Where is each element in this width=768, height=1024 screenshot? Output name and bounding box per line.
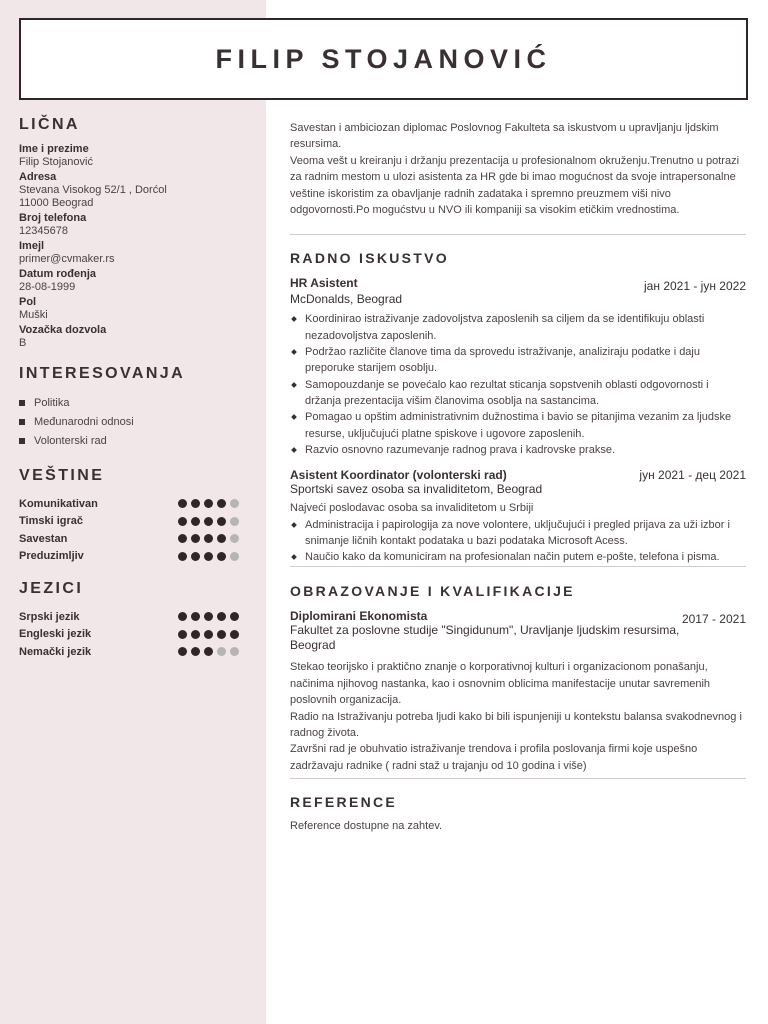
job-date: јан 2021 - јун 2022 (644, 279, 746, 294)
personal-section-title: LIČNA (19, 116, 80, 133)
field-value: 28-08-1999 (19, 281, 76, 293)
rating-dot-filled-icon (204, 612, 213, 621)
rating-dot-filled-icon (191, 647, 200, 656)
rating-dot-filled-icon (217, 552, 226, 561)
field-label: Adresa (19, 171, 57, 183)
job-header (290, 276, 746, 293)
skill-row (19, 548, 244, 566)
languages-list (19, 608, 244, 661)
job-title: HR Asistent (290, 276, 358, 291)
skill-name: Savestan (19, 532, 68, 545)
job-company: Sportski savez osoba sa invaliditetom, Beograd (290, 482, 543, 497)
language-row (19, 626, 244, 644)
rating-dot-filled-icon (191, 534, 200, 543)
skill-rating (178, 552, 239, 561)
rating-dot-filled-icon (204, 552, 213, 561)
square-bullet-icon (19, 438, 25, 444)
skill-name: Komunikativan (19, 497, 98, 510)
field-value: Muški (19, 309, 48, 321)
left-column (19, 116, 244, 661)
right-column (290, 120, 746, 835)
skill-name: Preduzimljiv (19, 550, 84, 563)
job-entry (290, 276, 746, 458)
list-item: Naučio kako da komuniciram na profesionalan način putem e-pošte, telefona i pisma. (290, 549, 746, 565)
personal-field (19, 212, 244, 238)
field-label: Pol (19, 296, 37, 308)
rating-dot-filled-icon (204, 534, 213, 543)
rating-dot-empty-icon (230, 647, 239, 656)
personal-field (19, 240, 244, 266)
rating-dot-filled-icon (217, 534, 226, 543)
interest-label: Volonterski rad (34, 434, 107, 447)
language-row (19, 643, 244, 661)
list-item: Pomagao u opštim administrativnim dužnostima i bavio se pitanjima vezanim za ljudske resurse, uključujući platne spiskove i ugovore zaposlenih. (290, 409, 746, 442)
skill-rating (178, 517, 239, 526)
name-header (19, 18, 748, 100)
rating-dot-filled-icon (204, 499, 213, 508)
rating-dot-filled-icon (191, 630, 200, 639)
skills-list (19, 495, 244, 565)
list-item: Podržao različite članove tima da sprovedu istraživanje, analiziraju podatke i daju preporuke starijem osoblju. (290, 344, 746, 377)
list-item: Samopouzdanje se povećalo kao rezultat sticanja sopstvenih oblasti odgovornosti i držanja prezentacija višim članovima osoblja na sastancima. (290, 377, 746, 410)
rating-dot-empty-icon (217, 647, 226, 656)
language-rating (178, 647, 239, 656)
rating-dot-filled-icon (217, 630, 226, 639)
personal-info (19, 143, 244, 350)
rating-dot-filled-icon (178, 612, 187, 621)
rating-dot-empty-icon (230, 517, 239, 526)
field-label: Ime i prezime (19, 143, 89, 155)
job-description: Najveći poslodavac osoba sa invaliditetom u Srbiji (290, 502, 534, 515)
rating-dot-filled-icon (191, 552, 200, 561)
personal-field (19, 143, 244, 169)
rating-dot-filled-icon (178, 517, 187, 526)
rating-dot-empty-icon (230, 552, 239, 561)
school-name: Fakultet za poslovne studije "Singidunum", Uravljanje ljudskim resursima, Beograd (290, 623, 680, 653)
square-bullet-icon (19, 419, 25, 425)
languages-section-title: JEZICI (19, 580, 84, 597)
list-item: Koordinirao istraživanje zadovoljstva zaposlenih sa ciljem da se identifikuju oblasti nezadovoljstva zaposlenih. (290, 311, 746, 344)
interests-list (19, 393, 244, 450)
rating-dot-filled-icon (178, 499, 187, 508)
references-section-title: REFERENCE (290, 794, 398, 811)
interest-label: Politika (34, 396, 70, 409)
language-rating (178, 612, 239, 621)
rating-dot-filled-icon (191, 499, 200, 508)
education-paragraph: Radio na Istraživanju potreba ljudi kako bi bili ispunjeniji u kontekstu balansa svakodnevnog i radnog života. (290, 710, 742, 740)
language-rating (178, 630, 239, 639)
language-name: Nemački jezik (19, 645, 92, 658)
language-row (19, 608, 244, 626)
personal-field (19, 171, 244, 210)
personal-field (19, 324, 244, 350)
list-item: Administracija i papirologija za nove volontere, uključujući i pregled prijava za uži izbor i snimanje ličnih kontakt podataka u bazi podataka Microsoft Acess. (290, 517, 746, 550)
list-item: Razvio osnovno razumevanje radnog prava i kadrovske prakse. (290, 442, 746, 458)
job-company: McDonalds, Beograd (290, 292, 403, 307)
field-value: primer@cvmaker.rs (19, 253, 115, 265)
field-label: Datum rođenja (19, 268, 97, 280)
skill-row (19, 513, 244, 531)
field-label: Vozačka dozvola (19, 324, 107, 336)
education-paragraph: Stekao teorijsko i praktično znanje o korporativnoj kulturi i organizacionom ponašanju, načinima njihovog nastanka, kao i osnovnim oblicima manifestacije unutar savremenih poslovnih organizacija. (290, 661, 711, 707)
summary-paragraph: Savestan i ambiciozan diplomac Poslovnog Fakulteta sa iskustvom u upravljanju ljdskim resursima. (290, 122, 719, 151)
skill-row (19, 530, 244, 548)
field-value: 12345678 (19, 225, 68, 237)
candidate-name: FILIP STOJANOVIĆ (215, 43, 552, 74)
field-label: Broj telefona (19, 212, 87, 224)
rating-dot-filled-icon (178, 630, 187, 639)
rating-dot-filled-icon (191, 612, 200, 621)
job-header (290, 468, 746, 482)
education-paragraph: Završni rad je obuhvatio istraživanje trendova i profila poslovanja firmi koje uspešno zadržavaju radnike ( radni staž u trajanju od 10 godina i više) (290, 743, 698, 772)
personal-field (19, 268, 244, 294)
job-bullets (290, 517, 746, 566)
skills-section-title: VEŠTINE (19, 467, 105, 484)
education-section-title: OBRAZOVANJE I KVALIFIKACIJE (290, 583, 575, 600)
field-value: Stevana Visokog 52/1 , Dorćol 11000 Beograd (19, 184, 167, 209)
square-bullet-icon (19, 400, 25, 406)
rating-dot-filled-icon (217, 612, 226, 621)
rating-dot-filled-icon (230, 630, 239, 639)
list-item (19, 431, 244, 450)
rating-dot-filled-icon (217, 499, 226, 508)
job-bullets (290, 311, 746, 458)
skill-name: Timski igrač (19, 515, 83, 528)
rating-dot-filled-icon (230, 612, 239, 621)
rating-dot-filled-icon (178, 534, 187, 543)
degree-title: Diplomirani Ekonomista (290, 609, 428, 624)
rating-dot-filled-icon (204, 630, 213, 639)
summary-paragraph: Veoma vešt u kreiranju i držanju prezentacija u profesionalnom okruženju.Trenutno u potrazi za radnim mestom u ulozi asistenta za HR gde bi imao mogućnost da svoje intrapersonalne veštine iskoristim za obavljanje radnih zadataka i spremno preuzmem viši nivo odgovornosti.Po mogućstvu u NVO ili kompaniji sa visokim etičkim vrednostima. (290, 154, 740, 217)
job-date: јун 2021 - дец 2021 (639, 468, 746, 483)
rating-dot-filled-icon (178, 647, 187, 656)
section-divider (290, 566, 746, 567)
interest-label: Međunarodni odnosi (34, 415, 134, 428)
field-label: Imejl (19, 240, 45, 252)
section-divider (290, 234, 746, 235)
rating-dot-filled-icon (204, 647, 213, 656)
rating-dot-empty-icon (230, 534, 239, 543)
job-entry (290, 468, 746, 565)
interests-section-title: INTERESOVANJA (19, 365, 186, 382)
education-entry (290, 609, 746, 774)
language-name: Engleski jezik (19, 628, 92, 641)
section-divider (290, 778, 746, 779)
skill-rating (178, 499, 239, 508)
rating-dot-filled-icon (204, 517, 213, 526)
field-value: Filip Stojanović (19, 156, 93, 168)
experience-section-title: RADNO ISKUSTVO (290, 250, 449, 267)
skill-rating (178, 534, 239, 543)
list-item (19, 393, 244, 412)
personal-field (19, 296, 244, 322)
list-item (19, 412, 244, 431)
rating-dot-filled-icon (191, 517, 200, 526)
job-title: Asistent Koordinator (volonterski rad) (290, 468, 507, 483)
rating-dot-filled-icon (217, 517, 226, 526)
references-text: Reference dostupne na zahtev. (290, 820, 443, 833)
field-value: B (19, 337, 27, 349)
language-name: Srpski jezik (19, 610, 80, 623)
education-date: 2017 - 2021 (681, 612, 746, 627)
rating-dot-filled-icon (178, 552, 187, 561)
skill-row (19, 495, 244, 513)
rating-dot-empty-icon (230, 499, 239, 508)
